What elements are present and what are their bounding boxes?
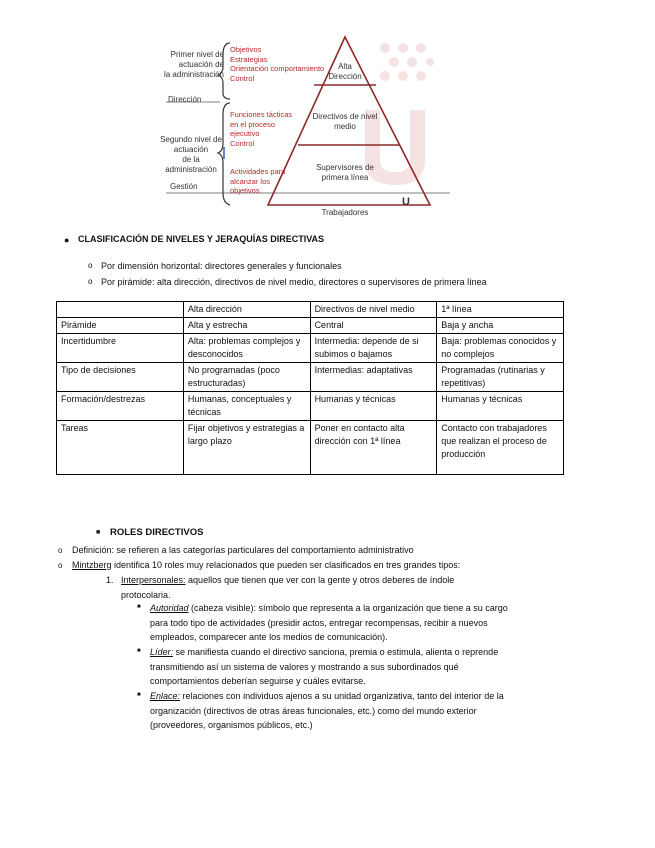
mintzberg-line: Mintzberg identifica 10 roles muy relacionados que pueden ser clasificados en tres grandes tipos: bbox=[72, 560, 461, 570]
table-row bbox=[57, 363, 564, 392]
role-lider: Líder: se manifiesta cuando el directivo sanciona, premia o estimula, alienta o reprende transmitiendo así un sistema de valores y mostrando a sus subordinados qué comportamientos deberían seguirse y cuáles evitarse. bbox=[150, 647, 499, 686]
definition-bullet: o bbox=[58, 546, 63, 555]
table-row-label: Tareas bbox=[57, 421, 184, 475]
university-logo-watermark bbox=[355, 40, 435, 190]
table-row bbox=[57, 318, 564, 334]
definition-line: Definición: se refieren a las categorías particulares del comportamiento administrativo bbox=[72, 545, 414, 555]
table-row bbox=[57, 392, 564, 421]
mintzberg-bullet: o bbox=[58, 561, 63, 570]
table-row-label: Pirámide bbox=[57, 318, 184, 334]
table-cell: Intermedias: adaptativas bbox=[310, 363, 437, 392]
pyramid-top-label: Alta Dirección bbox=[328, 62, 362, 81]
table-cell: Fijar objetivos y estrategias a largo plazo bbox=[183, 421, 310, 475]
item1-number: 1. bbox=[106, 575, 114, 585]
table-row-label: Incertidumbre bbox=[57, 334, 184, 363]
section1-subbullet-2: o bbox=[88, 277, 93, 286]
table-header-cell bbox=[57, 302, 184, 318]
role-enlace: Enlace: relaciones con individuos ajenos a su unidad organizativa, tanto del interior de la organización (directivos de otras áreas funcionales, etc.) como del mundo exterior (proveedores, organismos públicos, etc.) bbox=[150, 691, 504, 730]
section1-bullet: ● bbox=[64, 235, 70, 245]
table-cell: Contacto con trabajadores que realizan el proceso de producción bbox=[437, 421, 564, 475]
table-header-row bbox=[57, 302, 564, 318]
table-cell: Humanas y técnicas bbox=[310, 392, 437, 421]
first-level-label: Primer nivel de actuación de la administración bbox=[163, 50, 224, 79]
second-level-label: Segundo nivel de actuación de la administración bbox=[160, 135, 222, 174]
hierarchy-table bbox=[56, 301, 564, 475]
role-bullet: ■ bbox=[137, 604, 141, 610]
table-header-cell: Alta dirección bbox=[183, 302, 310, 318]
brace-note-middle: Funciones tácticas en el proceso ejecutivo Control bbox=[230, 110, 293, 148]
direccion-label: Dirección bbox=[168, 95, 202, 104]
table-cell: Alta: problemas complejos y desconocidos bbox=[183, 334, 310, 363]
table-row bbox=[57, 334, 564, 363]
section1-item-1: Por dimensión horizontal: directores generales y funcionales bbox=[101, 261, 342, 271]
table-row-label: Tipo de decisiones bbox=[57, 363, 184, 392]
role-bullet: ■ bbox=[137, 692, 141, 698]
pyramid-second-label: Directivos de nivel medio bbox=[312, 112, 378, 131]
table-row bbox=[57, 421, 564, 475]
brace-top bbox=[218, 43, 230, 99]
item1-interpersonales: Interpersonales: aquellos que tienen que ver con la gente y otros deberes de índole protocolaria. bbox=[121, 575, 455, 600]
brace-note-bottom: Actividades para alcanzar los objetivos bbox=[230, 167, 286, 195]
table-row-label: Formación/destrezas bbox=[57, 392, 184, 421]
table-cell: Central bbox=[310, 318, 437, 334]
table-cell: Alta y estrecha bbox=[183, 318, 310, 334]
section1-subbullet-1: o bbox=[88, 261, 93, 270]
role-autoridad: Autoridad (cabeza visible): símbolo que representa a la organización que tiene a su cargo para todo tipo de actividades (presidir actos, entregar recompensas, recibir a nuevos empleados, comparecer ante los medios de comunicación). bbox=[150, 603, 508, 642]
table-header-cell: Directivos de nivel medio bbox=[310, 302, 437, 318]
section2-bullet: ■ bbox=[96, 529, 101, 536]
logo-small: U bbox=[402, 196, 410, 208]
table-cell: Humanas y técnicas bbox=[437, 392, 564, 421]
table-header-cell: 1ª línea bbox=[437, 302, 564, 318]
role-bullet: ■ bbox=[137, 648, 141, 654]
logo-mark-icon bbox=[355, 40, 435, 190]
table-cell: Programadas (rutinarias y repetitivas) bbox=[437, 363, 564, 392]
table-cell: Baja: problemas conocidos y no complejos bbox=[437, 334, 564, 363]
table-cell: Poner en contacto alta dirección con 1ª línea bbox=[310, 421, 437, 475]
pyramid-third-label: Supervisores de primera línea bbox=[316, 163, 374, 182]
table-cell: No programadas (poco estructuradas) bbox=[183, 363, 310, 392]
gestion-label: Gestión bbox=[170, 182, 198, 191]
table-cell: Baja y ancha bbox=[437, 318, 564, 334]
table-cell: Humanas, conceptuales y técnicas bbox=[183, 392, 310, 421]
pyramid-base-label: Trabajadores bbox=[321, 208, 369, 217]
section2-heading: ROLES DIRECTIVOS bbox=[110, 527, 204, 538]
section1-heading: CLASIFICACIÓN DE NIVELES Y JERAQUÍAS DIRECTIVAS bbox=[78, 234, 325, 244]
table-cell: Intermedia: depende de si subimos o bajamos bbox=[310, 334, 437, 363]
brace-note-top: Objetivos Estrategias Orientación comportamiento Control bbox=[230, 45, 325, 83]
section1-item-2: Por pirámide: alta dirección, directivos de nivel medio, directores o supervisores de primera línea bbox=[101, 277, 487, 287]
